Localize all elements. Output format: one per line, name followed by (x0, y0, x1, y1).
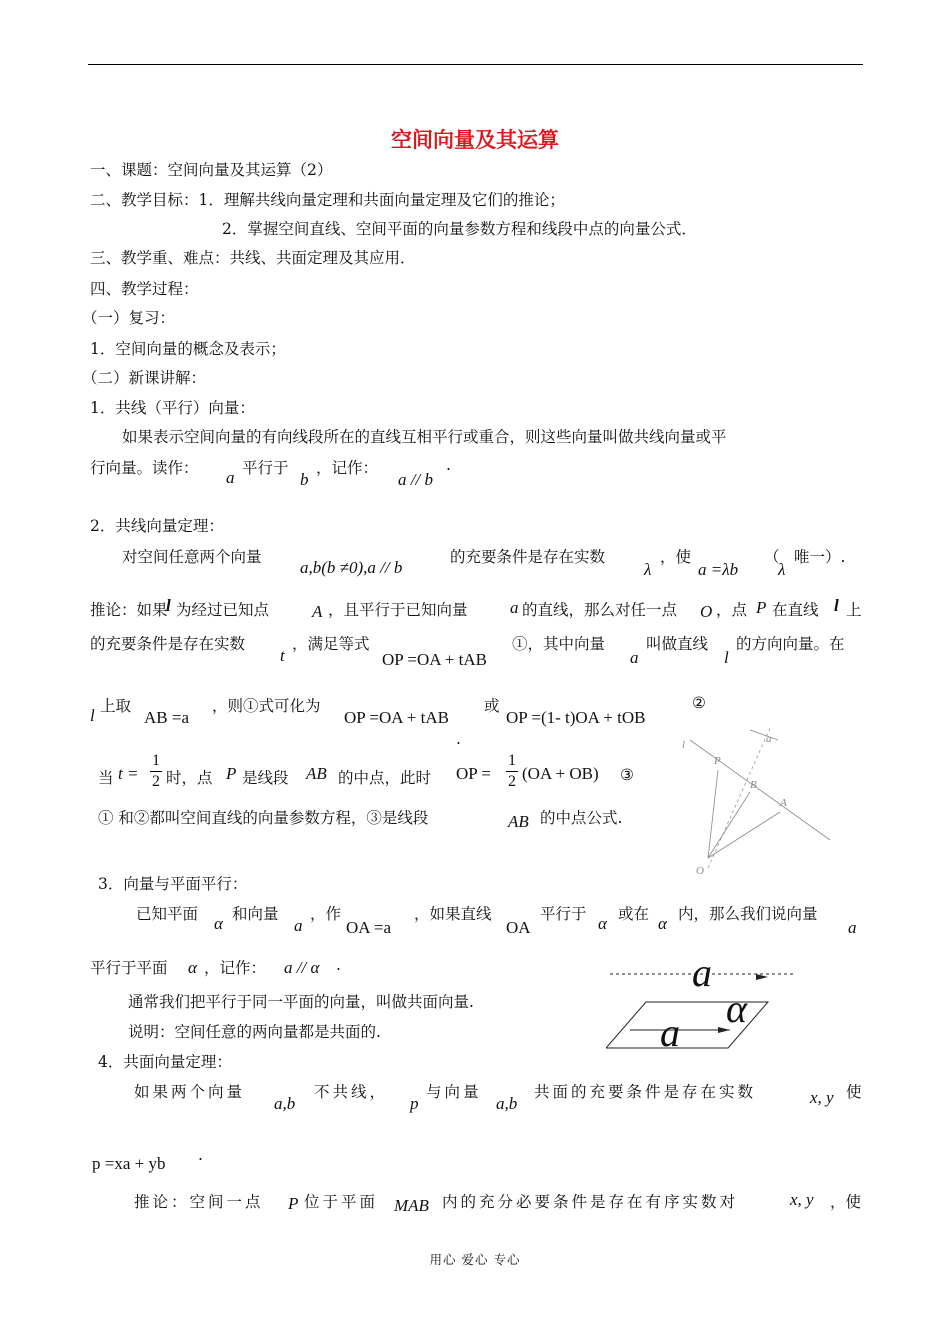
text-necessary-sufficient: 内的充分必要条件是存在有序实数对 (442, 1193, 739, 1211)
text-coplanar-note: 说明：空间任意的两向量都是共面的. (128, 1023, 381, 1041)
math-ab-cond: a,b(b ≠0),a // b (300, 558, 403, 577)
text-and-vector: 和向量 (232, 905, 279, 923)
math-OA-eq-a: OA =a (346, 918, 391, 937)
text-or-in: 或在 (618, 905, 650, 923)
text-such-that: ，使 (660, 548, 692, 566)
header-rule (88, 64, 863, 65)
plane-label-alpha: α (726, 986, 747, 1031)
para-collinear-def: 如果表示空间向量的有向线段所在的直线互相平行或重合，则这些向量叫做共线向量或平 (122, 428, 727, 446)
text-construct: ，作 (310, 905, 342, 923)
text-point-P: 时，点 (166, 769, 213, 787)
figure-label-B: B (750, 779, 757, 791)
heading-vector-plane: 3．向量与平面平行： (98, 875, 248, 893)
math-a-2: a (510, 598, 519, 617)
math-alpha-2: α (598, 914, 607, 933)
text-eq2-label: ② (692, 694, 706, 712)
math-a-4: a (294, 916, 303, 935)
line-goal-2: 2．掌握空间直线、空间平面的向量参数方程和线段中点的向量公式． (222, 220, 697, 238)
text-eq1-label: ①，其中向量 (512, 635, 606, 653)
text-on-line: 在直线 (772, 601, 819, 619)
text-unique: 唯一）. (794, 548, 846, 566)
half-num: 1 (152, 752, 160, 769)
math-a-3: a (630, 648, 639, 667)
math-eq1: OP =OA + tAB (382, 650, 487, 669)
line-review: （一）复习： (82, 309, 176, 327)
text-above: 上 (846, 601, 862, 619)
figure-vector-OA (708, 812, 780, 858)
math-l-2: l (834, 596, 839, 615)
math-t: t (280, 646, 285, 665)
math-lambda: λ (644, 560, 652, 579)
figure-label-P: P (714, 755, 721, 767)
math-alpha-4: α (188, 958, 197, 977)
math-AB: AB (306, 764, 327, 783)
math-a-par-b: a // b (398, 470, 433, 489)
math-OA: OA (506, 918, 531, 937)
half-den-2: 2 (508, 773, 516, 790)
text-coplanar-def: 通常我们把平行于同一平面的向量，叫做共面向量. (128, 993, 474, 1011)
plane-figure (606, 950, 802, 1054)
text-given-plane: 已知平面 (136, 905, 199, 923)
text-parallel-to: 平行于 (242, 459, 289, 477)
math-a-5: a (848, 918, 857, 937)
math-O: O (700, 602, 713, 621)
text-cond-lead: 的充要条件是存在实数 (90, 635, 246, 653)
text-not-collinear: 不共线， (314, 1083, 389, 1101)
figure-line-OP (708, 728, 770, 868)
text-point: ，点 (716, 601, 748, 619)
math-AB-eq-a: AB =a (144, 708, 189, 727)
line-key-points: 三、教学重、难点：共线、共面定理及其应用． (90, 249, 416, 267)
text-corollary-lead: 推论：如果 (90, 601, 168, 619)
text-denote: ，记作： (316, 459, 379, 477)
plane-arrow-top (756, 974, 768, 980)
text-take: 上取 (100, 697, 132, 715)
figure-label-O: O (696, 865, 704, 877)
text-make-2: ，使 (830, 1193, 862, 1211)
text-parallel-plane: 平行于平面 (90, 959, 168, 977)
math-A: A (312, 602, 323, 621)
line-review-1: 1．空间向量的概念及表示； (90, 340, 286, 358)
figure-label-A: A (780, 797, 787, 809)
text-in-plane: 位于平面 (304, 1193, 379, 1211)
heading-collinear: 1．共线（平行）向量： (90, 399, 255, 417)
math-p-eq: p =xa + yb (92, 1154, 166, 1173)
math-MAB: MAB (394, 1196, 429, 1215)
math-l-4: l (90, 706, 95, 725)
heading-collinear-theorem: 2．共线向量定理： (90, 517, 224, 535)
line-topic: 一、课题：空间向量及其运算（2） (90, 161, 333, 179)
figure-vector-a (750, 730, 778, 740)
line-process: 四、教学过程： (90, 280, 199, 298)
math-P-3: P (288, 1194, 299, 1213)
math-alpha-3: α (658, 914, 667, 933)
text-theorem-lead: 对空间任意两个向量 (122, 548, 262, 566)
half-num-2: 1 (508, 752, 516, 769)
plane-label-a-top: a (692, 950, 712, 995)
math-a-par-alpha: a // α (284, 958, 320, 977)
math-p: p (410, 1094, 419, 1113)
text-or: 或 (484, 697, 500, 715)
text-two-vectors: 如果两个向量 (134, 1083, 246, 1101)
plane-label-a-bottom: a (660, 1010, 680, 1054)
math-ab-pair: a,b (274, 1094, 296, 1113)
text-period-3: . (198, 1146, 203, 1164)
text-coplanar-cond: 共面的充要条件是存在实数 (534, 1083, 757, 1101)
text-denote-2: ，记作： (204, 959, 267, 977)
text-direction-vector: 的方向向量。在 (736, 635, 845, 653)
text-period-1: . (446, 456, 451, 474)
text-satisfy: ，满足等式 (292, 635, 370, 653)
math-alpha: α (214, 914, 223, 933)
text-through-point: 为经过已知点 (176, 601, 270, 619)
math-ab-pair-2: a,b (496, 1094, 518, 1113)
heading-coplanar-theorem: 4．共面向量定理： (98, 1053, 232, 1071)
math-half-2 (506, 752, 518, 791)
line-goal-1: 二、教学目标：1．理解共线向量定理和共面向量定理及它们的推论； (90, 191, 565, 209)
text-parallel-to-2: 平行于 (540, 905, 587, 923)
text-eq3-label: ③ (620, 766, 634, 784)
para-collinear-read: 行向量。读作： (90, 459, 199, 477)
math-l: l (166, 596, 171, 615)
text-called-line: 叫做直线 (646, 635, 709, 653)
math-xy-2: x, y (790, 1190, 814, 1209)
text-theorem-cond: 的充要条件是存在实数 (450, 548, 606, 566)
math-P-2: P (226, 764, 237, 783)
math-eq2a: OP =OA + tAB (344, 708, 449, 727)
page-title: 空间向量及其运算 (391, 127, 559, 152)
figure-label-a: a (766, 733, 772, 745)
math-OP-eq: OP = (456, 764, 491, 783)
text-line-any-point: 的直线，那么对任一点 (522, 601, 678, 619)
text-midpoint-formula: 的中点公式. (540, 809, 623, 827)
text-can-become: ，则①式可化为 (212, 697, 321, 715)
math-b: b (300, 470, 309, 489)
text-when: 当 (98, 769, 114, 787)
math-P: P (756, 598, 767, 617)
math-xy: x, y (810, 1088, 834, 1107)
math-a: a (226, 468, 235, 487)
text-say-vector: 内，那么我们说向量 (678, 905, 818, 923)
text-corollary-2: 推论：空间一点 (134, 1193, 264, 1211)
half-den: 2 (152, 773, 160, 790)
page-footer: 用心 爱心 专心 (429, 1252, 521, 1267)
text-is-segment: 是线段 (242, 769, 289, 787)
line-new-lesson: （二）新课讲解： (82, 369, 207, 387)
text-make: 使 (846, 1083, 862, 1101)
line-figure (660, 720, 850, 880)
text-dot: . (456, 730, 461, 748)
text-paren-open: （ (764, 548, 780, 566)
math-eq3-tail: (OA + OB) (522, 764, 599, 783)
math-a-eq-lambda-b: a =λb (698, 560, 739, 579)
math-l-3: l (724, 648, 729, 667)
math-eq2b: OP =(1- t)OA + tOB (506, 708, 646, 727)
text-period-2: . (336, 956, 341, 974)
math-lambda-2: λ (778, 560, 786, 579)
text-parallel-known: ，且平行于已知向量 (328, 601, 468, 619)
math-AB-2: AB (508, 812, 529, 831)
figure-label-l: l (682, 739, 686, 751)
math-t-eq: t = (118, 764, 139, 783)
text-midpoint: 的中点，此时 (338, 769, 432, 787)
text-param-eq: ① 和②都叫空间直线的向量参数方程，③是线段 (98, 809, 429, 827)
math-half-1 (150, 752, 162, 791)
text-with-vectors: 与向量 (426, 1083, 482, 1101)
text-if-line: ，如果直线 (414, 905, 492, 923)
